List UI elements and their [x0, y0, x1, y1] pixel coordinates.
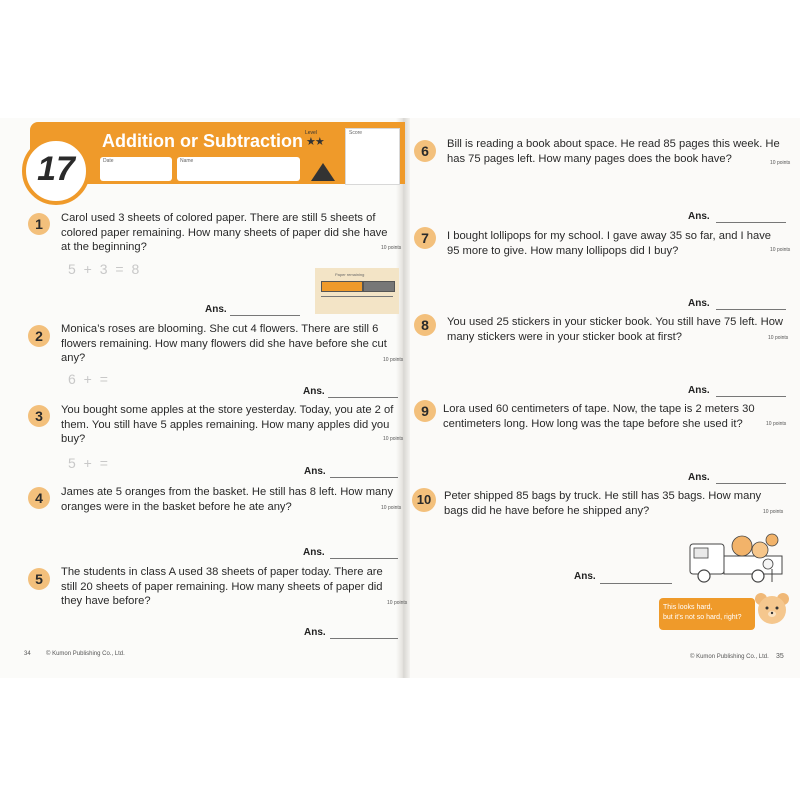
question-hint-2: 6 + = — [68, 371, 110, 387]
level-label: Level — [305, 130, 317, 136]
tape-remaining-bar — [363, 281, 395, 292]
question-number-8: 8 — [414, 314, 436, 336]
question-number-5: 5 — [28, 568, 50, 590]
question-number-10: 10 — [412, 488, 436, 512]
question-points-10: 10 points — [763, 509, 784, 515]
left-page-credit: © Kumon Publishing Co., Ltd. — [46, 651, 125, 657]
right-page — [402, 118, 800, 678]
question-text-1: Carol used 3 sheets of colored paper. There are still 5 sheets of colored paper remaining. How many sheets of paper did she have at the beginning? — [61, 212, 388, 253]
speech-bubble-text — [663, 603, 741, 623]
right-page-credit: © Kumon Publishing Co., Ltd. — [690, 654, 769, 660]
question-points-3: 10 points — [383, 436, 404, 442]
question-points-4: 10 points — [381, 505, 402, 511]
left-page-number: 34 — [24, 651, 31, 657]
answer-label-3: Ans. — [304, 466, 326, 477]
answer-field-5[interactable] — [330, 624, 398, 639]
tape-used-bar — [321, 281, 363, 292]
answer-field-9[interactable] — [716, 469, 786, 484]
question-text-2: Monica’s roses are blooming. She cut 4 flowers. There are still 6 flowers remaining. How many flowers did she have before she cut any? — [61, 323, 387, 364]
book-gutter — [396, 118, 410, 678]
question-number-2: 2 — [28, 325, 50, 347]
question-number-1: 1 — [28, 213, 50, 235]
bubble-line-2: but it’s not so hard, right? — [663, 614, 742, 621]
bear-mascot-icon — [752, 590, 792, 630]
question-text-3: You bought some apples at the store yesterday. Today, you ate 2 of them. You still have 5 apples remaining. How many apples did you buy? — [61, 404, 394, 445]
answer-label-9: Ans. — [688, 472, 710, 483]
answer-label-5: Ans. — [304, 627, 326, 638]
score-label: Score — [349, 130, 363, 136]
answer-label-1: Ans. — [205, 304, 227, 315]
answer-field-4[interactable] — [330, 544, 398, 559]
bubble-line-1: This looks hard, — [663, 604, 713, 611]
lesson-title: Addition or Subtraction — [102, 131, 303, 151]
question-points-6: 10 points — [770, 160, 791, 166]
question-points-8: 10 points — [768, 335, 789, 341]
answer-label-6: Ans. — [688, 211, 710, 222]
tape-diagram-label: Paper remaining — [335, 272, 365, 277]
answer-field-10[interactable] — [600, 569, 672, 584]
question-text-8: You used 25 stickers in your sticker book. You still have 75 left. How many stickers were in your sticker book at first? — [447, 316, 784, 343]
answer-field-8[interactable] — [716, 382, 786, 397]
level-stars: ★★ — [306, 136, 324, 148]
date-label: Date — [103, 158, 114, 164]
question-text-6: Bill is reading a book about space. He read 85 pages this week. He has 75 pages left. How many pages does the book have? — [447, 138, 780, 165]
question-points-9: 10 points — [766, 421, 787, 427]
answer-label-2: Ans. — [303, 386, 325, 397]
question-points-7: 10 points — [770, 247, 791, 253]
answer-field-7[interactable] — [716, 295, 786, 310]
answer-label-8: Ans. — [688, 385, 710, 396]
answer-label-7: Ans. — [688, 298, 710, 309]
question-number-3: 3 — [28, 405, 50, 427]
question-text-4: James ate 5 oranges from the basket. He still has 8 left. How many oranges were in the basket before he ate any? — [61, 486, 394, 513]
level-triangle-icon — [311, 163, 335, 181]
lesson-number: 17 — [37, 150, 75, 188]
answer-field-3[interactable] — [330, 463, 398, 478]
question-hint-1: 5 + 3 = 8 — [68, 261, 142, 277]
score-box[interactable] — [345, 128, 400, 185]
answer-field-6[interactable] — [716, 208, 786, 223]
question-text-10: Peter shipped 85 bags by truck. He still has 35 bags. How many bags did he have before he shipped any? — [444, 490, 762, 517]
question-points-5: 10 points — [387, 600, 408, 606]
answer-label-4: Ans. — [303, 547, 325, 558]
answer-field-1[interactable] — [230, 301, 300, 316]
name-label: Name — [180, 158, 194, 164]
tape-total-line — [321, 296, 393, 297]
question-number-4: 4 — [28, 487, 50, 509]
question-points-1: 10 points — [381, 245, 402, 251]
question-text-9: Lora used 60 centimeters of tape. Now, the tape is 2 meters 30 centimeters long. How long was the tape before she used it? — [443, 403, 755, 430]
name-field[interactable] — [177, 157, 300, 181]
tape-diagram — [315, 268, 399, 314]
question-text-5: The students in class A used 38 sheets of paper today. There are still 20 sheets of paper remaining. How many sheets of paper did they have before? — [61, 566, 383, 607]
question-number-6: 6 — [414, 140, 436, 162]
right-page-number: 35 — [776, 653, 784, 660]
answer-label-10: Ans. — [574, 571, 596, 582]
delivery-truck-illustration — [688, 530, 788, 585]
answer-field-2[interactable] — [328, 383, 398, 398]
question-text-7: I bought lollipops for my school. I gave away 35 so far, and I have 95 more to give. How many lollipops did I buy? — [447, 230, 772, 257]
question-hint-3: 5 + = — [68, 455, 110, 471]
question-number-7: 7 — [414, 227, 436, 249]
question-number-9: 9 — [414, 400, 436, 422]
question-points-2: 10 points — [383, 357, 404, 363]
